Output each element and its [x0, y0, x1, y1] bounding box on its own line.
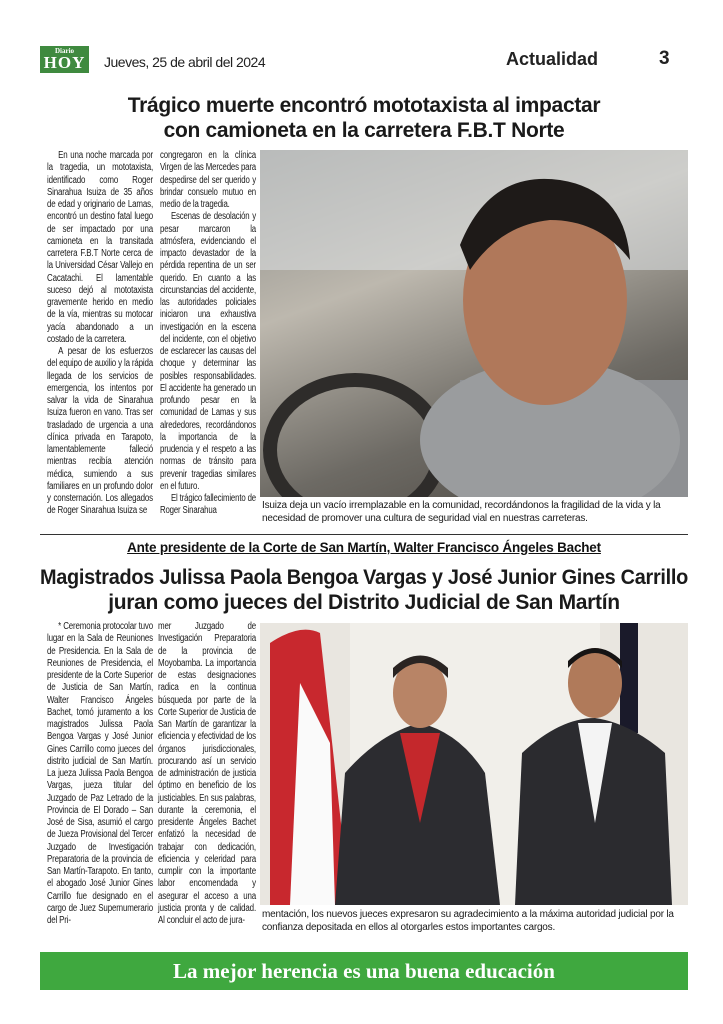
newspaper-logo [40, 46, 89, 73]
headline-line: Trágico muerte encontró mototaxista al impactar [127, 94, 601, 117]
paragraph: A pesar de los esfuerzos del equipo de auxilio y la rápida llegada de los servicios de emergencia, los intentos por salvar la vida de Sinarahua Isuiza fueron en vano. Tras ser trasladado de urgencia a una clínica privada en Tarapoto, lamentablemente falleció mientras recibía atención médica, sumiendo a sus familiares en un profundo dolor y consternación. Los allegados de Roger Sinarahua Isuiza se [47, 346, 153, 517]
article2-headline [40, 565, 688, 615]
headline-line: Magistrados Julissa Paola Bengoa Vargas y José Junior Gines Carrillo [40, 566, 688, 589]
slogan-banner: La mejor herencia es una buena educación [40, 952, 688, 990]
article2-column-1 [47, 621, 153, 927]
article1-headline [40, 93, 688, 143]
logo-big-text: HOY [43, 53, 86, 72]
issue-date: Jueves, 25 de abril del 2024 [104, 54, 266, 70]
article1-column-2 [160, 150, 256, 518]
mototaxista-photo [260, 150, 688, 497]
paragraph: congregaron en la clínica Virgen de las Mercedes para despedirse del ser querido y brindar consuelo mutuo en medio de la tragedia. [160, 150, 256, 210]
paragraph: El trágico fallecimiento de Roger Sinarahua [160, 493, 256, 517]
paragraph: * Ceremonia protocolar tuvo lugar en la Sala de Reuniones de Presidencia. En la Sala de Reuniones de Presidencia, el presidente de la Corte Superior de Justicia de San Martín, Walter Francisco Ángeles Bachet, tomó juramento a los magistrados Julissa Paola Bengoa Vargas y José Junior Gines Carrillo como jueces del distrito judicial de San Martín. La jueza Julissa Paola Bengoa Vargas, jueza titular del Juzgado de Paz Letrado de la Provincia de El Dorado – San José de Sisa, asumió el cargo de Jueza Provisional del Tercer Juzgado de Investigación Preparatoria de la provincia de San Martín-Tarapoto. En tanto, el abogado José Junior Gines Carrillo fue designado en el cargo de Juez Supernumerario del Pri- [47, 621, 153, 926]
headline-line: con camioneta en la carretera F.B.T Norte [163, 119, 565, 142]
judges-photo [260, 623, 688, 905]
logo-small-text: Diario [54, 47, 75, 55]
paragraph: En una noche marcada por la tragedia, un mototaxista, identificado como Roger Sinarahua Isuiza de 35 años de edad y originario de Lamas, encontró un destino fatal luego de ser impactado por una camioneta en la transitada carretera F.B.T Norte cerca de la Universidad César Vallejo en Cacatachi. El lamentable suceso dejó al mototaxista gravemente herido en medio de la vía, mientras su motocar yacía abandonado a un costado de la carretera. [47, 150, 153, 345]
article2-column-2 [158, 621, 256, 927]
page-number: 3 [659, 48, 670, 69]
article1-continuation: Isuiza deja un vacío irremplazable en la comunidad, recordándonos la fragilidad de la vida y la necesidad de promover una cultura de seguridad vial en nuestras carreteras. [262, 500, 661, 524]
article2-continuation: mentación, los nuevos jueces expresaron su agradecimiento a la máxima autoridad judicial por la confianza depositada en ellos al otorgarles estos importantes cargos. [262, 909, 674, 933]
article2-kicker [40, 540, 688, 555]
photo-illustration [260, 150, 688, 497]
photo-illustration [260, 623, 688, 905]
article1-column-1 [47, 150, 153, 518]
kicker-text: Ante presidente de la Corte de San Martín, Walter Francisco Ángeles Bachet [127, 540, 601, 555]
paragraph: mer Juzgado de Investigación Preparatoria de la provincia de Moyobamba. La importancia de estas designaciones radica en la continua búsqueda por parte de la Corte Superior de Justicia de San Martín de garantizar la eficiencia y efectividad de los órganos jurisdiccionales, procurando así un servicio de administración de justicia óptimo en beneficio de los justiciables. En sus palabras, durante la ceremonia, el presidente Ángeles Bachet enfatizó la necesidad de trabajar con dedicación, eficiencia y celeridad para cumplir con la importante labor encomendada y asegurar el acceso a una justicia pronta y de calidad. Al concluir el acto de jura- [158, 621, 256, 926]
headline-line: juran como jueces del Distrito Judicial de San Martín [108, 591, 620, 614]
divider [40, 534, 688, 535]
section-name: Actualidad [506, 49, 599, 69]
paragraph: Escenas de desolación y pesar marcaron la atmósfera, evidenciando el impacto devastador de la pérdida repentina de un ser querido. En cuanto a las circunstancias del accidente, las autoridades policiales iniciaron una exhaustiva investigación en la escena del incidente, con el objetivo de esclarecer las causas del choque y determinar las posibles responsabilidades. El accidente ha generado un profundo pesar en la comunidad de Lamas y sus alrededores, recordándonos la importancia de la prudencia y el respeto a las normas de tránsito para prevenir tragedias similares en el futuro. [160, 211, 256, 492]
